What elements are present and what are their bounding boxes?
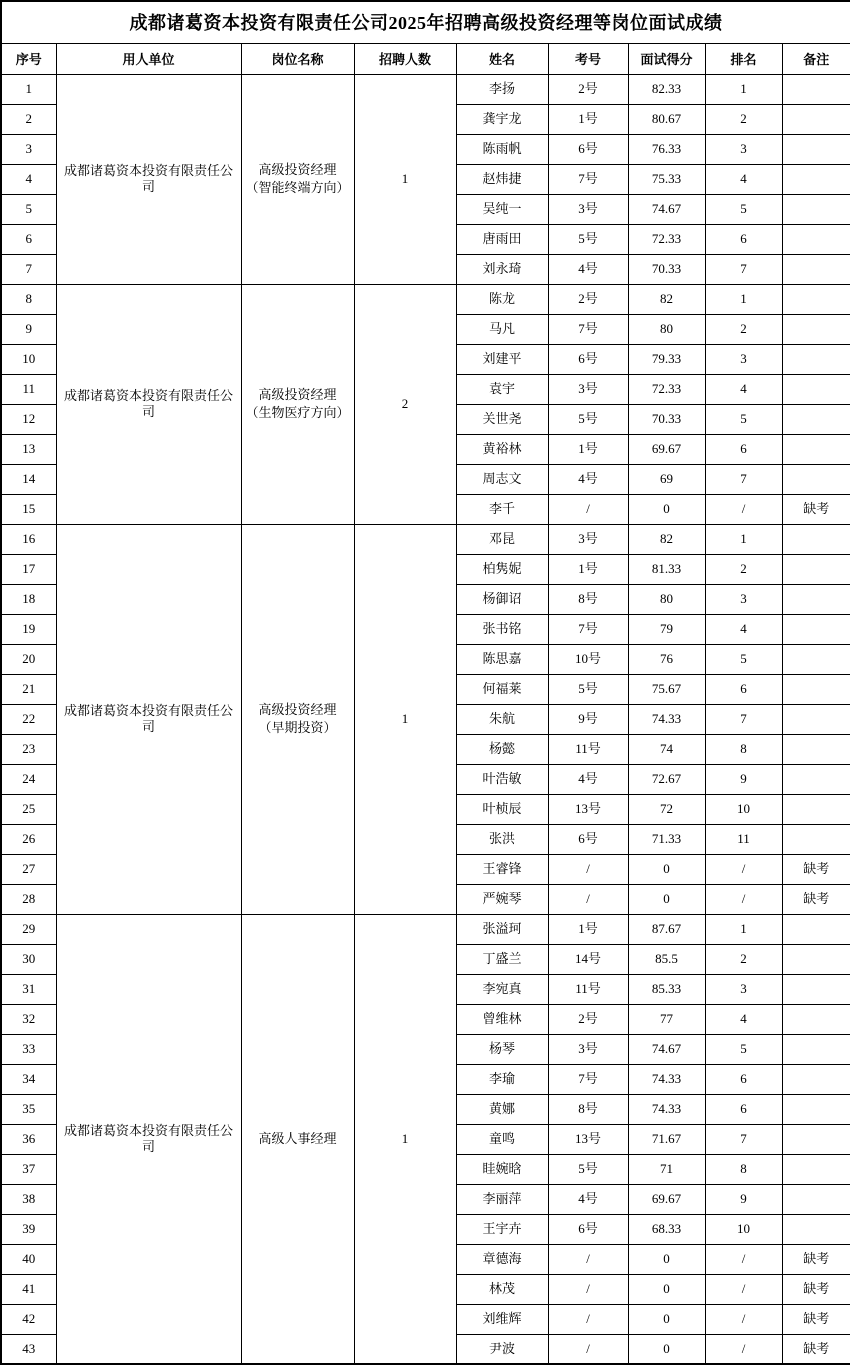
rank-cell: 1	[705, 74, 782, 104]
score-cell: 0	[628, 1304, 705, 1334]
remark-cell	[782, 1214, 850, 1244]
remark-cell	[782, 164, 850, 194]
serial-cell: 21	[1, 674, 56, 704]
remark-cell	[782, 1034, 850, 1064]
position-cell	[241, 914, 354, 1364]
serial-cell: 29	[1, 914, 56, 944]
exam-no-cell: 11号	[548, 974, 628, 1004]
rank-cell: 9	[705, 764, 782, 794]
rank-cell: 3	[705, 344, 782, 374]
name-cell: 严婉琴	[456, 884, 548, 914]
serial-cell: 13	[1, 434, 56, 464]
col-header-serial: 序号	[1, 43, 56, 74]
score-cell: 0	[628, 1244, 705, 1274]
name-cell: 林茂	[456, 1274, 548, 1304]
score-cell: 0	[628, 884, 705, 914]
serial-cell: 30	[1, 944, 56, 974]
exam-no-cell: 6号	[548, 1214, 628, 1244]
exam-no-cell: 9号	[548, 704, 628, 734]
remark-cell	[782, 284, 850, 314]
score-cell: 74.67	[628, 194, 705, 224]
col-header-remark: 备注	[782, 43, 850, 74]
remark-cell	[782, 524, 850, 554]
name-cell: 关世尧	[456, 404, 548, 434]
recruits-cell: 1	[354, 914, 456, 1364]
exam-no-cell: 2号	[548, 74, 628, 104]
score-cell: 82.33	[628, 74, 705, 104]
name-cell: 杨御诏	[456, 584, 548, 614]
position-line1: 高级投资经理	[258, 702, 337, 718]
exam-no-cell: 3号	[548, 194, 628, 224]
score-cell: 0	[628, 1334, 705, 1364]
rank-cell: 6	[705, 1064, 782, 1094]
serial-cell: 11	[1, 374, 56, 404]
serial-cell: 3	[1, 134, 56, 164]
exam-no-cell: 1号	[548, 434, 628, 464]
exam-no-cell: 7号	[548, 314, 628, 344]
rank-cell: 7	[705, 704, 782, 734]
exam-no-cell: 10号	[548, 644, 628, 674]
score-cell: 80.67	[628, 104, 705, 134]
name-cell: 李瑜	[456, 1064, 548, 1094]
exam-no-cell: /	[548, 854, 628, 884]
score-cell: 87.67	[628, 914, 705, 944]
exam-no-cell: 14号	[548, 944, 628, 974]
name-cell: 丁盛兰	[456, 944, 548, 974]
rank-cell: 2	[705, 944, 782, 974]
name-cell: 刘建平	[456, 344, 548, 374]
name-cell: 李宛真	[456, 974, 548, 1004]
remark-cell: 缺考	[782, 1244, 850, 1274]
remark-cell	[782, 1064, 850, 1094]
score-cell: 0	[628, 494, 705, 524]
rank-cell: 4	[705, 164, 782, 194]
exam-no-cell: 2号	[548, 284, 628, 314]
table-row	[1, 284, 850, 314]
serial-cell: 41	[1, 1274, 56, 1304]
serial-cell: 15	[1, 494, 56, 524]
score-cell: 79.33	[628, 344, 705, 374]
serial-cell: 25	[1, 794, 56, 824]
remark-cell	[782, 1184, 850, 1214]
exam-no-cell: 6号	[548, 134, 628, 164]
score-cell: 82	[628, 284, 705, 314]
rank-cell: 3	[705, 134, 782, 164]
name-cell: 刘维辉	[456, 1304, 548, 1334]
remark-cell	[782, 104, 850, 134]
exam-no-cell: 5号	[548, 404, 628, 434]
score-cell: 71.67	[628, 1124, 705, 1154]
remark-cell	[782, 344, 850, 374]
exam-no-cell: 4号	[548, 464, 628, 494]
name-cell: 袁宇	[456, 374, 548, 404]
serial-cell: 18	[1, 584, 56, 614]
score-cell: 70.33	[628, 254, 705, 284]
remark-cell	[782, 464, 850, 494]
remark-cell	[782, 554, 850, 584]
serial-cell: 10	[1, 344, 56, 374]
score-cell: 69.67	[628, 1184, 705, 1214]
exam-no-cell: 8号	[548, 584, 628, 614]
name-cell: 柏隽妮	[456, 554, 548, 584]
exam-no-cell: 2号	[548, 1004, 628, 1034]
name-cell: 赵炜捷	[456, 164, 548, 194]
table-row	[1, 74, 850, 104]
exam-no-cell: 6号	[548, 824, 628, 854]
name-cell: 王宇卉	[456, 1214, 548, 1244]
serial-cell: 2	[1, 104, 56, 134]
score-cell: 69.67	[628, 434, 705, 464]
exam-no-cell: /	[548, 1244, 628, 1274]
rank-cell: 7	[705, 254, 782, 284]
serial-cell: 27	[1, 854, 56, 884]
remark-cell	[782, 1124, 850, 1154]
rank-cell: 6	[705, 1094, 782, 1124]
rank-cell: 2	[705, 314, 782, 344]
serial-cell: 19	[1, 614, 56, 644]
rank-cell: 3	[705, 584, 782, 614]
name-cell: 杨琴	[456, 1034, 548, 1064]
position-cell	[241, 524, 354, 914]
name-cell: 周志文	[456, 464, 548, 494]
score-cell: 72.67	[628, 764, 705, 794]
name-cell: 张溢珂	[456, 914, 548, 944]
name-cell: 李千	[456, 494, 548, 524]
name-cell: 杨懿	[456, 734, 548, 764]
employer-cell: 成都诸葛资本投资有限责任公司	[56, 284, 241, 524]
rank-cell: 8	[705, 734, 782, 764]
remark-cell	[782, 1004, 850, 1034]
rank-cell: 1	[705, 914, 782, 944]
score-cell: 79	[628, 614, 705, 644]
rank-cell: 6	[705, 224, 782, 254]
col-header-recruits: 招聘人数	[354, 43, 456, 74]
name-cell: 张书铭	[456, 614, 548, 644]
rank-cell: 11	[705, 824, 782, 854]
exam-no-cell: 3号	[548, 524, 628, 554]
employer-cell: 成都诸葛资本投资有限责任公司	[56, 74, 241, 284]
exam-no-cell: /	[548, 884, 628, 914]
name-cell: 叶桢辰	[456, 794, 548, 824]
rank-cell: 4	[705, 614, 782, 644]
exam-no-cell: 4号	[548, 1184, 628, 1214]
remark-cell: 缺考	[782, 1334, 850, 1364]
remark-cell	[782, 674, 850, 704]
col-header-exam-no: 考号	[548, 43, 628, 74]
name-cell: 邓昆	[456, 524, 548, 554]
name-cell: 叶浩敏	[456, 764, 548, 794]
col-header-position: 岗位名称	[241, 43, 354, 74]
exam-no-cell: 5号	[548, 1154, 628, 1184]
score-cell: 71.33	[628, 824, 705, 854]
rank-cell: 5	[705, 1034, 782, 1064]
remark-cell: 缺考	[782, 494, 850, 524]
name-cell: 李扬	[456, 74, 548, 104]
name-cell: 何福莱	[456, 674, 548, 704]
rank-cell: 5	[705, 194, 782, 224]
remark-cell	[782, 644, 850, 674]
score-cell: 75.67	[628, 674, 705, 704]
remark-cell	[782, 254, 850, 284]
exam-no-cell: /	[548, 494, 628, 524]
serial-cell: 16	[1, 524, 56, 554]
serial-cell: 36	[1, 1124, 56, 1154]
rank-cell: 10	[705, 1214, 782, 1244]
serial-cell: 40	[1, 1244, 56, 1274]
remark-cell	[782, 734, 850, 764]
serial-cell: 9	[1, 314, 56, 344]
serial-cell: 34	[1, 1064, 56, 1094]
rank-cell: /	[705, 884, 782, 914]
score-cell: 74.33	[628, 1094, 705, 1124]
score-cell: 71	[628, 1154, 705, 1184]
name-cell: 眭婉晗	[456, 1154, 548, 1184]
exam-no-cell: 13号	[548, 794, 628, 824]
exam-no-cell: 8号	[548, 1094, 628, 1124]
col-header-name: 姓名	[456, 43, 548, 74]
header-row	[1, 43, 850, 74]
remark-cell: 缺考	[782, 1304, 850, 1334]
remark-cell	[782, 1094, 850, 1124]
exam-no-cell: 4号	[548, 254, 628, 284]
score-cell: 70.33	[628, 404, 705, 434]
exam-no-cell: /	[548, 1274, 628, 1304]
exam-no-cell: 1号	[548, 914, 628, 944]
score-cell: 74	[628, 734, 705, 764]
exam-no-cell: 1号	[548, 104, 628, 134]
remark-cell	[782, 614, 850, 644]
employer-cell: 成都诸葛资本投资有限责任公司	[56, 914, 241, 1364]
serial-cell: 14	[1, 464, 56, 494]
position-line2: （智能终端方向）	[245, 180, 350, 195]
name-cell: 龚宇龙	[456, 104, 548, 134]
rank-cell: 5	[705, 404, 782, 434]
remark-cell	[782, 1154, 850, 1184]
serial-cell: 37	[1, 1154, 56, 1184]
position-line1: 高级投资经理	[258, 162, 337, 178]
page-title: 成都诸葛资本投资有限责任公司2025年招聘高级投资经理等岗位面试成绩	[1, 1, 850, 43]
rank-cell: 3	[705, 974, 782, 1004]
name-cell: 唐雨田	[456, 224, 548, 254]
exam-no-cell: 7号	[548, 614, 628, 644]
exam-no-cell: 6号	[548, 344, 628, 374]
exam-no-cell: 13号	[548, 1124, 628, 1154]
serial-cell: 7	[1, 254, 56, 284]
exam-no-cell: 11号	[548, 734, 628, 764]
remark-cell	[782, 974, 850, 1004]
remark-cell	[782, 314, 850, 344]
name-cell: 尹波	[456, 1334, 548, 1364]
remark-cell: 缺考	[782, 1274, 850, 1304]
name-cell: 朱航	[456, 704, 548, 734]
position-line2: （早期投资）	[258, 720, 337, 735]
serial-cell: 39	[1, 1214, 56, 1244]
serial-cell: 43	[1, 1334, 56, 1364]
results-table-body	[1, 74, 850, 1364]
recruits-cell: 2	[354, 284, 456, 524]
recruits-cell: 1	[354, 524, 456, 914]
rank-cell: 7	[705, 1124, 782, 1154]
serial-cell: 17	[1, 554, 56, 584]
position-line1: 高级人事经理	[258, 1130, 337, 1146]
rank-cell: /	[705, 1304, 782, 1334]
score-cell: 75.33	[628, 164, 705, 194]
rank-cell: 5	[705, 644, 782, 674]
score-cell: 76.33	[628, 134, 705, 164]
score-cell: 72.33	[628, 374, 705, 404]
serial-cell: 24	[1, 764, 56, 794]
name-cell: 章德海	[456, 1244, 548, 1274]
remark-cell: 缺考	[782, 884, 850, 914]
rank-cell: /	[705, 1244, 782, 1274]
serial-cell: 33	[1, 1034, 56, 1064]
title-row	[1, 1, 850, 43]
remark-cell	[782, 824, 850, 854]
remark-cell	[782, 194, 850, 224]
rank-cell: 2	[705, 104, 782, 134]
name-cell: 陈思嘉	[456, 644, 548, 674]
table-row	[1, 524, 850, 554]
score-cell: 80	[628, 314, 705, 344]
col-header-score: 面试得分	[628, 43, 705, 74]
score-cell: 69	[628, 464, 705, 494]
remark-cell	[782, 584, 850, 614]
position-cell	[241, 74, 354, 284]
remark-cell: 缺考	[782, 854, 850, 884]
col-header-rank: 排名	[705, 43, 782, 74]
score-cell: 68.33	[628, 1214, 705, 1244]
exam-no-cell: 3号	[548, 1034, 628, 1064]
remark-cell	[782, 704, 850, 734]
serial-cell: 23	[1, 734, 56, 764]
remark-cell	[782, 794, 850, 824]
score-cell: 0	[628, 854, 705, 884]
serial-cell: 26	[1, 824, 56, 854]
name-cell: 张洪	[456, 824, 548, 854]
employer-cell: 成都诸葛资本投资有限责任公司	[56, 524, 241, 914]
score-cell: 82	[628, 524, 705, 554]
serial-cell: 32	[1, 1004, 56, 1034]
rank-cell: 7	[705, 464, 782, 494]
rank-cell: 4	[705, 1004, 782, 1034]
serial-cell: 42	[1, 1304, 56, 1334]
col-header-employer: 用人单位	[56, 43, 241, 74]
serial-cell: 8	[1, 284, 56, 314]
exam-no-cell: /	[548, 1304, 628, 1334]
rank-cell: 6	[705, 434, 782, 464]
serial-cell: 31	[1, 974, 56, 1004]
exam-no-cell: 5号	[548, 674, 628, 704]
position-line2: （生物医疗方向）	[245, 405, 350, 420]
score-cell: 72	[628, 794, 705, 824]
name-cell: 童鸣	[456, 1124, 548, 1154]
position-cell	[241, 284, 354, 524]
table-row	[1, 914, 850, 944]
score-cell: 74.33	[628, 1064, 705, 1094]
score-cell: 85.5	[628, 944, 705, 974]
remark-cell	[782, 764, 850, 794]
name-cell: 曾维林	[456, 1004, 548, 1034]
serial-cell: 12	[1, 404, 56, 434]
score-cell: 81.33	[628, 554, 705, 584]
name-cell: 马凡	[456, 314, 548, 344]
name-cell: 黄娜	[456, 1094, 548, 1124]
exam-no-cell: 7号	[548, 1064, 628, 1094]
position-line1: 高级投资经理	[258, 387, 337, 403]
rank-cell: 6	[705, 674, 782, 704]
remark-cell	[782, 374, 850, 404]
name-cell: 刘永琦	[456, 254, 548, 284]
name-cell: 吴纯一	[456, 194, 548, 224]
serial-cell: 4	[1, 164, 56, 194]
score-cell: 0	[628, 1274, 705, 1304]
remark-cell	[782, 134, 850, 164]
exam-no-cell: 4号	[548, 764, 628, 794]
exam-no-cell: /	[548, 1334, 628, 1364]
remark-cell	[782, 434, 850, 464]
remark-cell	[782, 404, 850, 434]
name-cell: 李丽萍	[456, 1184, 548, 1214]
score-cell: 85.33	[628, 974, 705, 1004]
remark-cell	[782, 914, 850, 944]
name-cell: 黄裕林	[456, 434, 548, 464]
recruits-cell: 1	[354, 74, 456, 284]
serial-cell: 38	[1, 1184, 56, 1214]
score-cell: 72.33	[628, 224, 705, 254]
exam-no-cell: 3号	[548, 374, 628, 404]
exam-no-cell: 1号	[548, 554, 628, 584]
serial-cell: 22	[1, 704, 56, 734]
rank-cell: 8	[705, 1154, 782, 1184]
score-cell: 77	[628, 1004, 705, 1034]
exam-no-cell: 7号	[548, 164, 628, 194]
score-cell: 74.33	[628, 704, 705, 734]
rank-cell: /	[705, 1274, 782, 1304]
rank-cell: 1	[705, 284, 782, 314]
name-cell: 陈雨帆	[456, 134, 548, 164]
serial-cell: 1	[1, 74, 56, 104]
serial-cell: 5	[1, 194, 56, 224]
remark-cell	[782, 944, 850, 974]
rank-cell: 9	[705, 1184, 782, 1214]
serial-cell: 20	[1, 644, 56, 674]
rank-cell: 10	[705, 794, 782, 824]
name-cell: 陈龙	[456, 284, 548, 314]
serial-cell: 28	[1, 884, 56, 914]
serial-cell: 35	[1, 1094, 56, 1124]
rank-cell: 4	[705, 374, 782, 404]
score-cell: 80	[628, 584, 705, 614]
exam-no-cell: 5号	[548, 224, 628, 254]
rank-cell: /	[705, 854, 782, 884]
remark-cell	[782, 224, 850, 254]
rank-cell: 1	[705, 524, 782, 554]
rank-cell: 2	[705, 554, 782, 584]
name-cell: 王睿锋	[456, 854, 548, 884]
rank-cell: /	[705, 494, 782, 524]
score-cell: 74.67	[628, 1034, 705, 1064]
serial-cell: 6	[1, 224, 56, 254]
score-cell: 76	[628, 644, 705, 674]
rank-cell: /	[705, 1334, 782, 1364]
remark-cell	[782, 74, 850, 104]
